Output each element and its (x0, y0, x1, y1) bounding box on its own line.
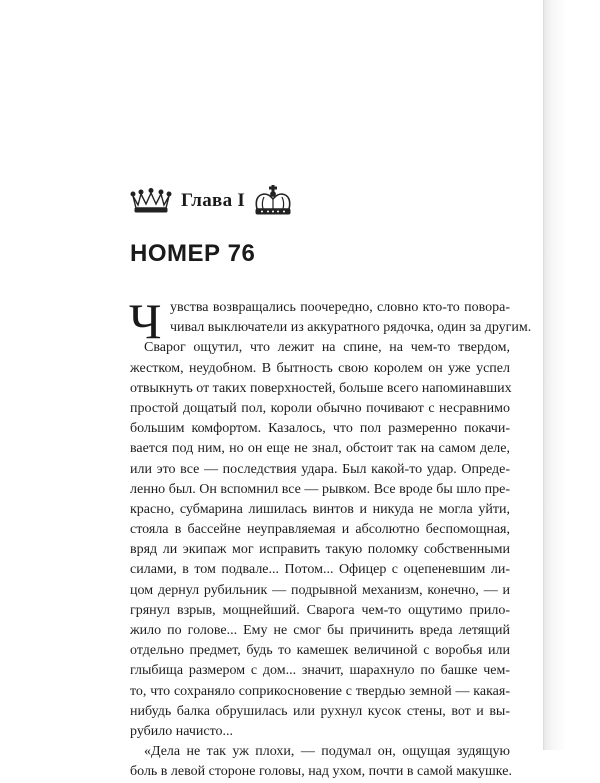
text-line: или это все — последствия удара. Был какой-то удар. Опреде- (130, 461, 510, 477)
text-line: нибудь балка обрушилась или рухнул кусок стены, вот и вы- (130, 703, 510, 719)
text-line: большим комфортом. Казалось, что пол размеренно покачи- (130, 421, 510, 437)
text-line: отвыкнуть от таких поверхностей, больше всего напоминавших (130, 380, 512, 396)
chapter-header (130, 183, 293, 219)
drop-cap: Ч (129, 293, 162, 349)
text-line: «Дела не так уж плохи, — подумал он, ощущая зудящую (144, 744, 510, 760)
text-line: глыбища размером с дом... значит, шарахнуло по башке чем- (130, 663, 510, 679)
text-line: стояла в бассейне неуправляемая и абсолютно беспомощная, (130, 522, 510, 538)
text-line: цом дернул рубильник — подрывной механизм, конечно, — и (130, 582, 510, 598)
crown-icon (130, 188, 172, 214)
text-line: красно, субмарина лишилась винтов и никуда не могла уйти, (130, 501, 510, 517)
text-line: рубило начисто... (130, 723, 234, 739)
text-line: жило по голове... Ему не смог бы причинить вреда летящий (130, 623, 510, 638)
text-line: силами, в том подвале... Потом... Офицер с оцепеневшим ли- (130, 562, 510, 578)
text-line: ленно был. Он вспомнил все — рывком. Все вроде бы шло пре- (130, 481, 510, 497)
text-line: Сварог ощутил, что лежит на спине, на чем-то твердом, (144, 340, 510, 356)
text-line: вряд ли экипаж мог исправить такую поломку собственными (130, 542, 510, 558)
text-line: отдельно предмет, будь то камешек величиной с воробья или (130, 643, 510, 659)
text-line: то, что сохраняло соприкосновение с твердью земной — какая- (130, 683, 510, 699)
text-line: грянул взрыв, мощнейший. Сварога чем-то ощутимо прило- (130, 602, 510, 618)
text-line: боль в левой стороне головы, над ухом, почти в самой макушке. (130, 764, 512, 780)
text-line: вается под ним, но он еще не знал, обстоит так на самом деле, (130, 441, 510, 457)
chapter-label: Глава I (181, 190, 246, 211)
text-line: увства возвращались поочередно, словно кто-то повора- (170, 300, 510, 315)
text-line: чивал выключатели из аккуратного рядочка, один за другим. (170, 320, 532, 336)
text-line: простой дощатый пол, короли обычно почивают с несравнимо (130, 400, 510, 416)
chapter-body-text (129, 293, 532, 783)
royal-crown-icon (253, 185, 293, 217)
chapter-title: НОМЕР 76 (130, 240, 256, 267)
text-line: жестком, неудобном. В бытность свою королем он уже успел (130, 360, 510, 376)
page-edge-shadow (543, 0, 600, 750)
